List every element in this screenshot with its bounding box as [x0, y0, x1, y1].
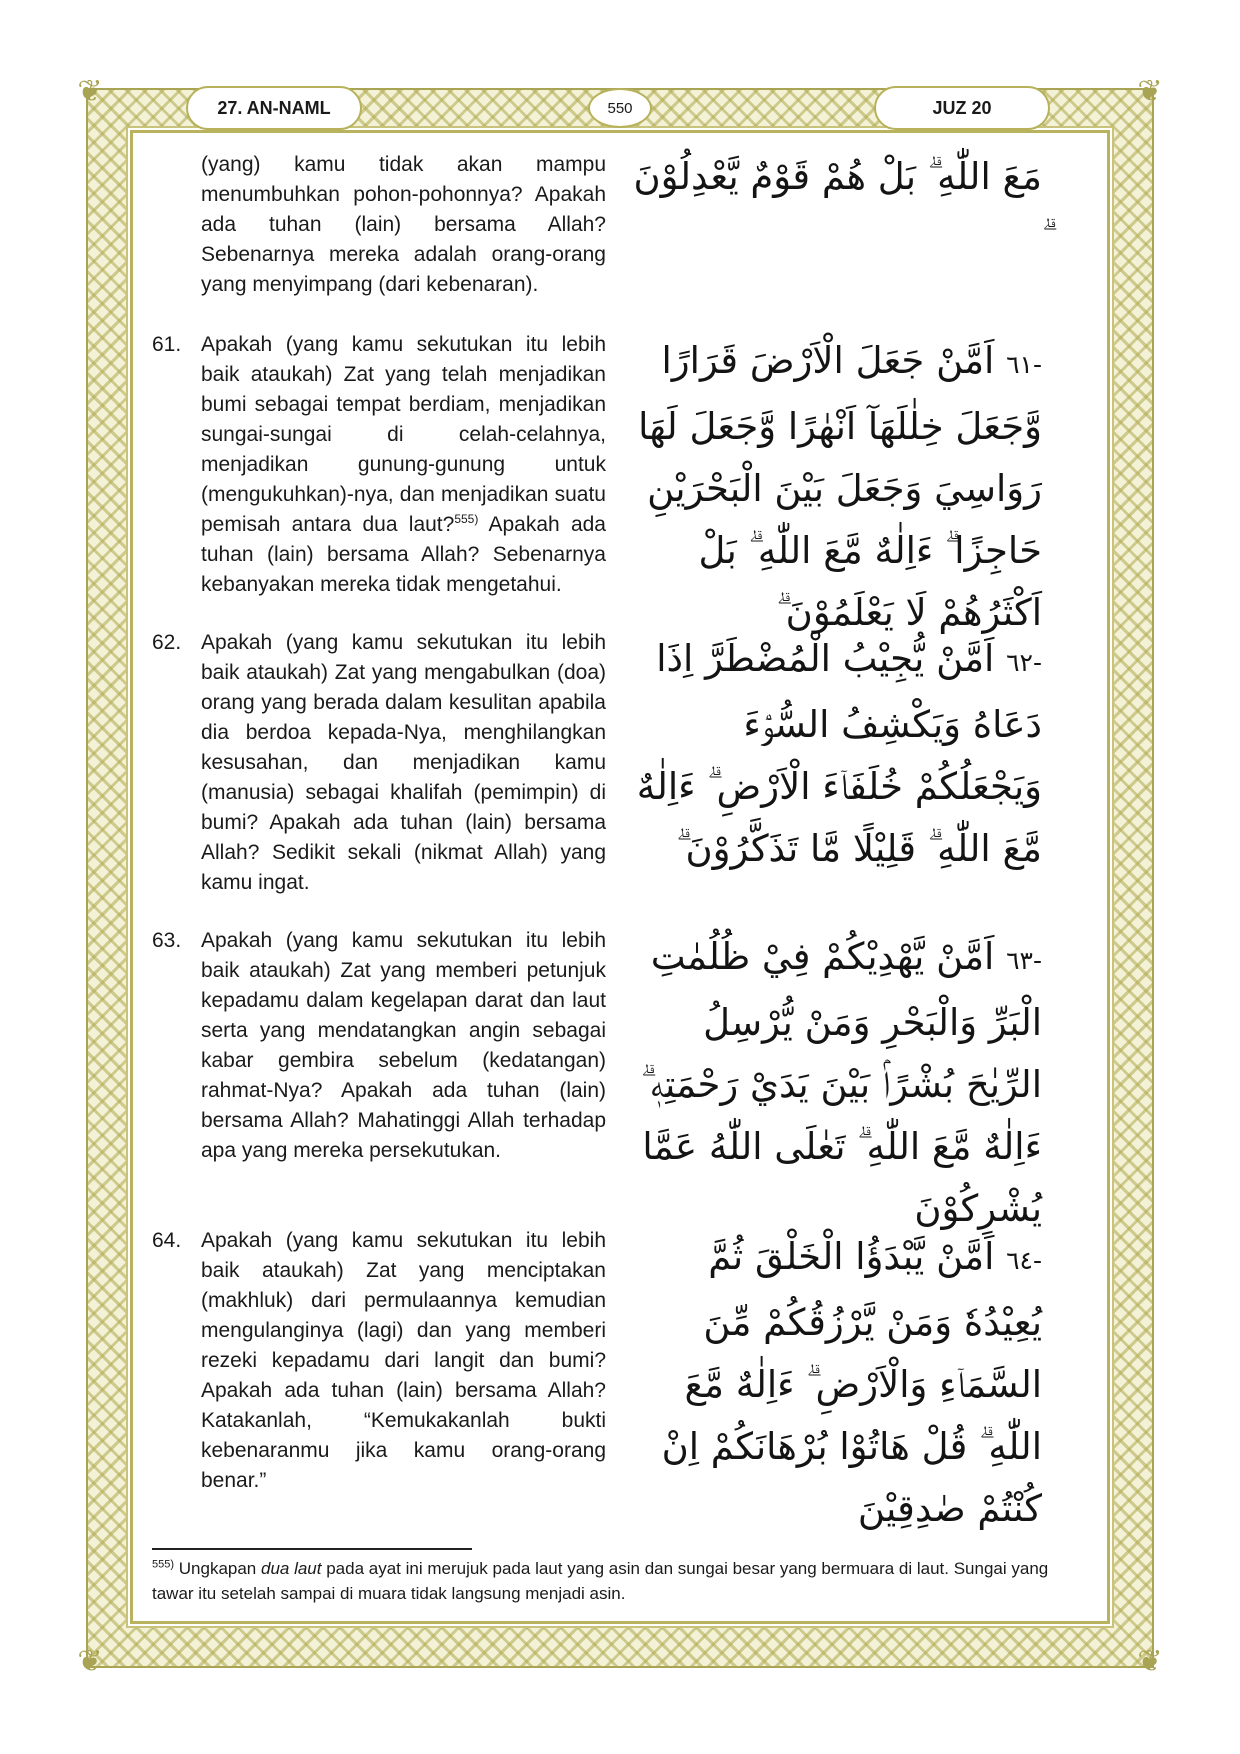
- corner-flourish-icon: ❦: [77, 74, 103, 109]
- translation-text: Apakah (yang kamu sekutukan itu lebih baik ataukah) Zat yang menciptakan (makhluk) dari permulaannya kemudian mengulanginya (lagi) dan yang memberi rezeki kepadamu dari langit dan bumi? Apakah ada tuhan (lain) bersama Allah? Katakanlah, “Kemukakanlah bukti kebenaranmu jika kamu orang-orang benar.”: [201, 1229, 606, 1492]
- translation-paragraph: [152, 1226, 606, 1496]
- footnote-marker: 555): [152, 1558, 175, 1571]
- arabic-verse: -٦٣ اَمَّنْ يَّهْدِيْكُمْ فِيْ ظُلُمٰتِ الْبَرِّ وَالْبَحْرِ وَمَنْ يُّرْسِلُ الرِّيٰحَ بُشْرًاۢ بَيْنَ يَدَيْ رَحْمَتِهٖ ۗ ءَاِلٰهٌ مَّعَ اللّٰهِ ۗ تَعٰلَى اللّٰهُ عَمَّا يُشْرِكُوْنَ: [640, 935, 1042, 1230]
- juz-label: JUZ 20: [874, 86, 1050, 130]
- translation-text: Apakah (yang kamu sekutukan itu lebih baik ataukah) Zat yang mengabulkan (doa) orang yang berada dalam kesulitan apabila dia berdoa kepada-Nya, menghilangkan kesusahan, dan menjadikan kamu (manusia) sebagai khalifah (pemimpin) di bumi? Apakah ada tuhan (lain) bersama Allah? Sedikit sekali (nikmat Allah) yang kamu ingat.: [201, 631, 606, 894]
- verse-number: 63.: [152, 929, 182, 952]
- verse-number: 61.: [152, 333, 182, 356]
- footnote: $^{555)}$ Ungkapan dua laut pada ayat ini merujuk pada laut yang asin dan sungai besar yang bermuara di laut. Sungai yang tawar itu setelah sampai di muara tidak langsung menjadi asin.: [152, 1558, 1049, 1603]
- arabic-verse: -٦٢ اَمَّنْ يُّجِيْبُ الْمُضْطَرَّ اِذَا دَعَاهُ وَيَكْشِفُ السُّوْۤءَ وَيَجْعَلُكُمْ خُلَفَاۤءَ الْاَرْضِ ۗ ءَاِلٰهٌ مَّعَ اللّٰهِ ۗ قَلِيْلًا مَّا تَذَكَّرُوْنَ ۗ: [636, 637, 1042, 870]
- verse-number-arabic: -٦٢: [1006, 648, 1042, 677]
- translation-paragraph: [152, 926, 606, 1166]
- verse-number-arabic: -٦١: [1006, 350, 1042, 379]
- footnote-divider: [152, 1548, 472, 1550]
- translation-paragraph: [152, 628, 606, 898]
- footnote-emphasis: dua laut: [260, 1559, 322, 1578]
- page-number: 550: [588, 88, 652, 128]
- translation-paragraph: [152, 150, 606, 300]
- translation-paragraph: [152, 330, 606, 600]
- arabic-verse: -٦٤ اَمَّنْ يَّبْدَؤُا الْخَلْقَ ثُمَّ يُعِيْدُهٗ وَمَنْ يَّرْزُقُكُمْ مِّنَ السَّمَاۤءِ وَالْاَرْضِ ۗ ءَاِلٰهٌ مَّعَ اللّٰهِ ۗ قُلْ هَاتُوْا بُرْهَانَكُمْ اِنْ كُنْتُمْ صٰدِقِيْنَ: [661, 1235, 1042, 1530]
- corner-flourish-icon: ❦: [1137, 74, 1163, 109]
- verse-number: 62.: [152, 631, 182, 654]
- arabic-verse: -٦١ اَمَّنْ جَعَلَ الْاَرْضَ قَرَارًا وَّجَعَلَ خِلٰلَهَآ اَنْهٰرًا وَّجَعَلَ لَهَا رَوَاسِيَ وَجَعَلَ بَيْنَ الْبَحْرَيْنِ حَاجِزًا ۗ ءَاِلٰهٌ مَّعَ اللّٰهِ ۗ بَلْ اَكْثَرُهُمْ لَا يَعْلَمُوْنَ ۗ: [638, 339, 1042, 634]
- verse-number-arabic: -٦٣: [1006, 946, 1042, 975]
- translation-text: Apakah (yang kamu sekutukan itu lebih baik ataukah) Zat yang memberi petunjuk kepadamu dalam kegelapan darat dan laut serta yang mendatangkan angin sebagai kabar gembira sebelum (kedatangan) rahmat-Nya? Apakah ada tuhan (lain) bersama Allah? Mahatinggi Allah terhadap apa yang mereka persekutukan.: [201, 929, 606, 1162]
- verse-number: 64.: [152, 1229, 182, 1252]
- verse-number-arabic: -٦٤: [1006, 1246, 1042, 1275]
- arabic-verse: مَعَ اللّٰهِ ۗ بَلْ هُمْ قَوْمٌ يَّعْدِلُوْنَ: [633, 155, 1042, 198]
- footnote-ref: 555): [454, 512, 479, 526]
- corner-flourish-icon: ❦: [1137, 1644, 1163, 1679]
- translation-text: (yang) kamu tidak akan mampu menumbuhkan pohon-pohonnya? Apakah ada tuhan (lain) bersama Allah? Sebenarnya mereka adalah orang-orang yang menyimpang (dari kebenaran).: [201, 153, 606, 296]
- surah-title: 27. AN-NAML: [186, 86, 362, 130]
- corner-flourish-icon: ❦: [77, 1644, 103, 1679]
- translation-text: Apakah (yang kamu sekutukan itu lebih baik ataukah) Zat yang telah menjadikan bumi sebagai tempat berdiam, menjadikan sungai-sungai di celah-celahnya, menjadikan gunung-gunung untuk (mengukuhkan)-nya, dan menjadikan suatu pemisah antara dua laut?$^{555)}$ Apakah ada tuhan (lain) bersama Allah? Sebenarnya kebanyakan mereka tidak mengetahui.: [201, 333, 606, 596]
